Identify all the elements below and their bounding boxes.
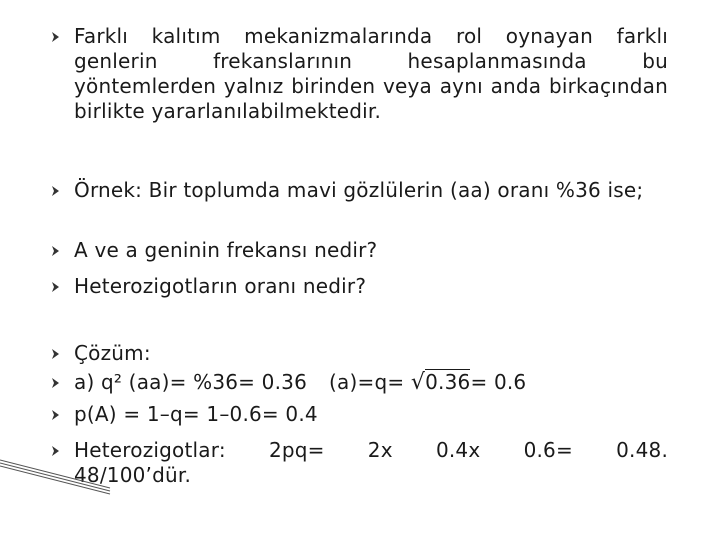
het-formula: 2pq=	[268, 438, 325, 462]
het-result: 0.48.	[616, 438, 668, 462]
question-heterozygote: Heterozigotların oranı nedir?	[74, 274, 367, 298]
chevron-bullet-icon	[50, 245, 64, 259]
chevron-bullet-icon	[50, 185, 64, 199]
solution-line-a	[74, 370, 668, 395]
chevron-bullet-icon	[50, 31, 64, 45]
het-continuation: 48/100’dür.	[74, 463, 192, 487]
het-04: 0.4x	[435, 438, 481, 462]
decorative-lines	[0, 440, 120, 500]
paragraph-text: Farklı kalıtım mekanizmalarında rol oynayan farklı genlerin frekanslarının hesaplanmasında bu yöntemlerden yalnız birinden veya aynı anda birkaçından birlikte yararlanılabilmektedir.	[74, 24, 668, 123]
chevron-bullet-icon	[50, 377, 64, 391]
square-root-icon: √	[410, 370, 426, 395]
het-06: 0.6=	[523, 438, 573, 462]
solution-a-part3: = 0.6	[470, 370, 527, 394]
example-question: Örnek: Bir toplumda mavi gözlülerin (aa) oranı %36 ise;	[74, 178, 644, 202]
solution-line-heterozygote	[74, 438, 668, 488]
solution-title: Çözüm:	[74, 341, 151, 365]
het-label: Heterozigotlar:	[74, 438, 226, 462]
solution-a-part1: a) q² (aa)= %36= 0.36	[74, 370, 308, 394]
chevron-bullet-icon	[50, 348, 64, 362]
solution-line-p: p(A) = 1–q= 1–0.6= 0.4	[74, 402, 318, 426]
question-frequency: A ve a geninin frekansı nedir?	[74, 238, 378, 262]
solution-a-part2: (a)=q=	[329, 370, 405, 394]
square-root-expression	[411, 370, 471, 395]
chevron-bullet-icon	[50, 409, 64, 423]
square-root-value: 0.36	[425, 370, 471, 394]
het-2x: 2x	[367, 438, 393, 462]
chevron-bullet-icon	[50, 281, 64, 295]
